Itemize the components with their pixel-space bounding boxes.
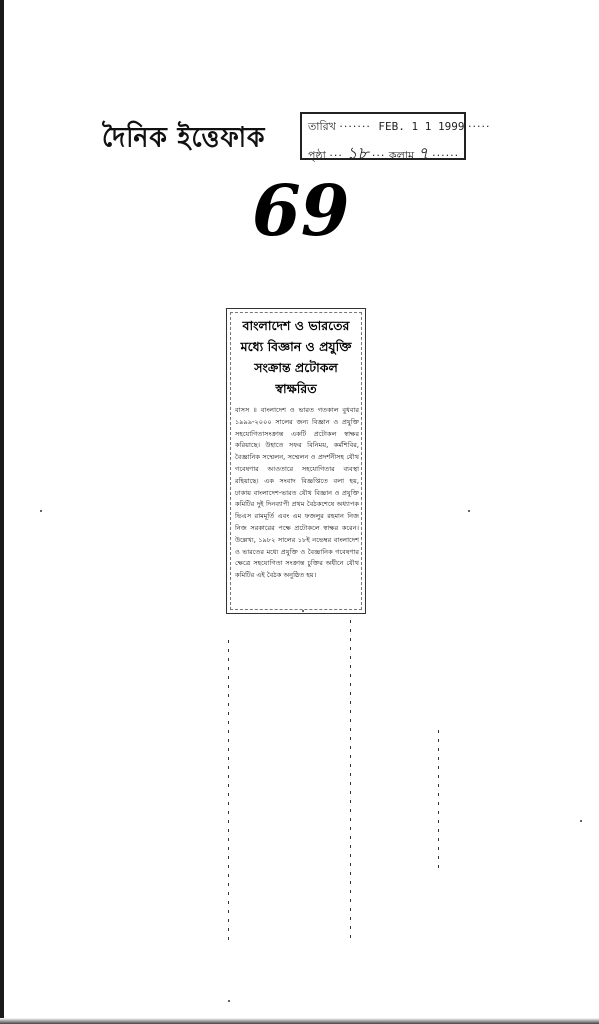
handwritten-number: 69 <box>252 169 350 252</box>
news-clipping <box>226 308 366 614</box>
scan-streak <box>228 640 229 940</box>
stamp-dots: ······ <box>432 149 460 162</box>
scan-speck <box>468 510 470 512</box>
scan-edge-bottom <box>0 1018 599 1024</box>
scan-speck <box>40 510 42 512</box>
headline-line: স্বাক্ষরিত <box>275 381 317 396</box>
article-body: বাসস ॥ বাংলাদেশ ও ভারত গতকাল বুধবার ১৯৯৯-২০০০ সালের জন্য বিজ্ঞান ও প্রযুক্তি সহযোগিতাসংক্রান্ত একটি প্রটোকল স্বাক্ষর করিয়াছে। উহাতে সফর বিনিময়, কর্মশিবির, বৈজ্ঞানিক সম্মেলন, সম্মেলন ও প্রদর্শনীসহ যৌথ গবেষণার আওতারে সহযোগিতার ব্যবস্থা রহিয়াছে। এক সংবাদ বিজ্ঞপ্তিতে বলা হয়, ঢাকায় বাংলাদেশ-ভারত যৌথ বিজ্ঞান ও প্রযুক্তি কমিটির দুই দিনব্যাপী প্রথম বৈঠকশেষে অধ্যাপক ভিএস রামমূর্তি এবং এম ফজলুর রহমান নিজ নিজ সরকারের পক্ষে প্রটোকলে স্বাক্ষর করেন। উল্লেখ্য, ১৯৮২ সালের ১৮ই নভেম্বর বাংলাদেশ ও ভারতের মধ্যে প্রযুক্তি ও বৈজ্ঞানিক গবেষণার ক্ষেত্রে সহযোগিতা সংক্রান্ত চুক্তির অধীনে যৌথ কমিটির এই বৈঠক অনুষ্ঠিত হয়। <box>235 406 359 580</box>
scan-speck <box>580 820 582 822</box>
stamp-column-value: ৭ <box>417 144 429 164</box>
stamp-page-label: পৃষ্ঠা <box>308 149 326 162</box>
scan-streak <box>438 730 439 870</box>
stamp-page-row <box>308 141 459 169</box>
article-headline <box>233 315 359 399</box>
stamp-dots: ··· <box>329 149 343 162</box>
headline-line: সংক্রান্ত প্রটোকল <box>254 360 338 375</box>
stamp-column-label: কলাম <box>388 149 415 162</box>
stamp-date-row <box>308 118 490 137</box>
newspaper-masthead: দৈনিক ইত্তেফাক <box>102 121 266 154</box>
stamp-dots: ······· <box>339 120 371 133</box>
stamp-date-label: তারিখ <box>308 120 336 133</box>
stamp-date-value: FEB. 1 1 1999 <box>378 120 465 133</box>
headline-line: মধ্যে বিজ্ঞান ও প্রযুক্তি <box>240 339 352 354</box>
scan-speck <box>302 610 304 612</box>
date-page-stamp <box>300 112 491 164</box>
scan-speck <box>228 1000 230 1002</box>
stamp-dots: ··· <box>371 149 386 162</box>
stamp-dots: ····· <box>467 120 491 133</box>
stamp-page-value: ১৮ <box>346 144 369 164</box>
scan-streak <box>350 620 351 940</box>
headline-line: বাংলাদেশ ও ভারতের <box>242 318 350 333</box>
scan-edge-left <box>0 0 4 1024</box>
